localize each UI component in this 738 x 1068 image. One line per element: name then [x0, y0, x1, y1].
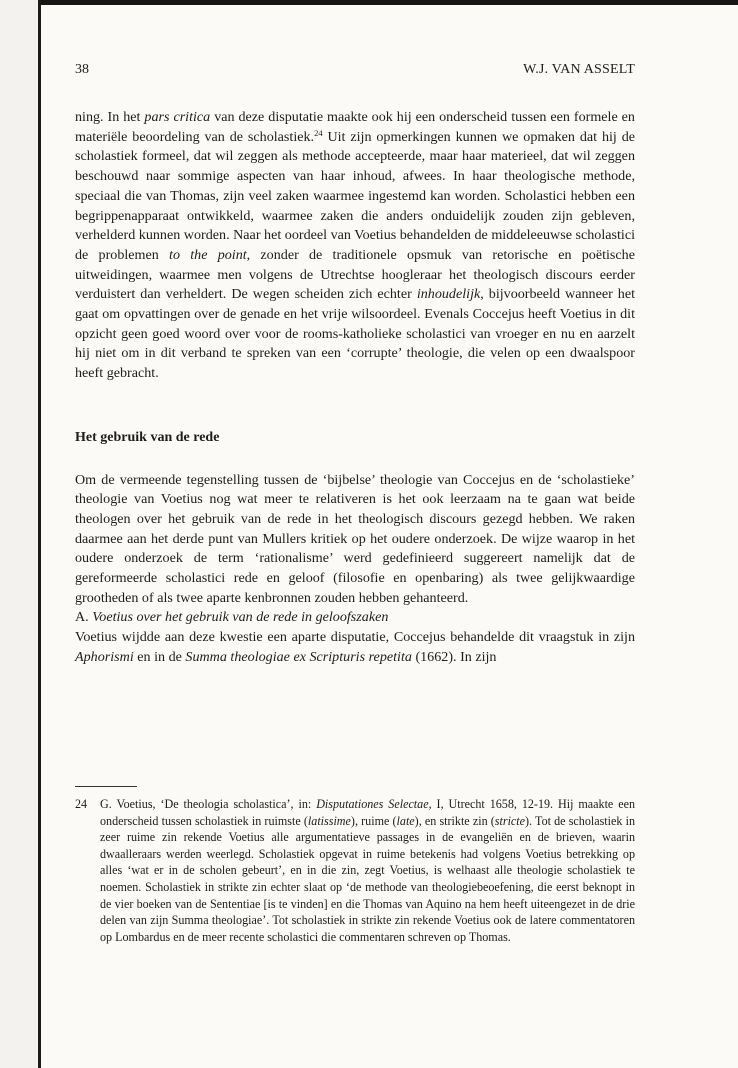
footnote-number: 24 — [75, 797, 88, 811]
paragraph-1 — [75, 108, 635, 384]
italic-title: Disputationes Selectae — [316, 797, 429, 811]
section-heading: Het gebruik van de rede — [75, 429, 220, 445]
text-run: G. Voetius, ‘De theologia scholastica’, in: — [100, 797, 317, 811]
italic-title: Summa theologiae ex Scripturis repetita — [185, 648, 412, 665]
italic-term: stricte — [494, 813, 526, 828]
text-run: ). Tot de scholastiek in zeer ruime zin rekende Voetius alle argumentatieve passages in de evangeliën en de brieven, waarin dwaalleraars werden weerlegd. Scholastiek opgevat in ruime betekenis had volgens Voetius betrekking op alles ‘wat er in de scholen gebeurt’, en in die zin, zegt Voetius, is welhaast alle theologie scholastiek te noemen. Scholastiek in strikte zin echter slaat op ‘de methode van theologiebeoefening, die eerst beknopt in de vier boeken van de Sententiae [is te vinden] en die Thomas van Aquino na hem heeft uiteengezet in de drie delen van zijn Summa theologiae’. Tot scholastiek in strikte zin rekende Voetius ook de latere commentatoren op Lombardus en de meer recente scholastici die commentaren schreven op Thomas. — [100, 813, 635, 944]
page-header — [75, 62, 635, 82]
paragraph-3 — [75, 628, 635, 667]
italic-term: late — [396, 813, 415, 828]
text-run: van deze disputatie maakte ook hij een onderscheid tussen een formele en materiële beoordeling van de scholastiek. — [75, 109, 635, 145]
page-body — [75, 108, 635, 668]
text-run: Voetius wijdde aan deze kwestie een aparte disputatie, Coccejus behandelde dit vraagstuk in zijn — [75, 629, 635, 646]
text-run: ), en strikte zin ( — [414, 813, 495, 828]
footnote-text — [100, 796, 635, 945]
page-number: 38 — [75, 62, 89, 77]
footnote-reference[interactable]: 24 — [314, 127, 323, 138]
subsection-title: Voetius over het gebruik van de rede in geloofszaken — [92, 609, 389, 626]
text-run: ), ruime ( — [350, 813, 397, 828]
italic-term: pars critica — [144, 109, 211, 125]
italic-term: inhoudelijk — [416, 286, 481, 303]
italic-title: Aphorismi — [75, 648, 134, 665]
subsection-label: A. — [75, 609, 93, 626]
footnote-divider — [75, 786, 137, 787]
text-run: en in de — [133, 648, 186, 665]
text-run: Uit zijn opmerkingen kunnen we opmaken dat hij de scholastiek formeel, dat wil zeggen als methode accepteerde, maar haar materieel, dat wil zeggen beschouwd naar sommige aspecten van haar inhoud, afwees. In haar theologische methode, speciaal die van Thomas, zijn veel zaken waarmee ingestemd kan worden. Scholastici hebben een begrippenapparaat ontwikkeld, waarmee zaken die anders onduidelijk zouden zijn gebleven, verhelderd kunnen worden. Naar het oordeel van Voetius behandelden de middeleeuwse scholastici de problemen — [75, 128, 636, 263]
text-run: , zonder de traditionele opsmuk van retorische en poëtische uitweidingen, waarmee men volgens de Utrechtse hoogleraar het theologisch discours eerder verduistert dan verheldert. De wegen scheiden zich echter — [75, 246, 635, 303]
text-run: , I, Utrecht 1658, 12-19. Hij maakte een onderscheid tussen scholastiek in ruimste ( — [100, 797, 636, 828]
running-head: W.J. VAN ASSELT — [523, 62, 635, 77]
paragraph-2: Om de vermeende tegenstelling tussen de ‘bijbelse’ theologie van Coccejus en de ‘scholastieke’ theologie van Voetius nog wat meer te relativeren is het ook leerzaam na te gaan wat beide theologen over het gebruik van de rede in het theologisch discours gezegd hebben. We raken daarmee aan het derde punt van Mullers kritiek op het oudere onderzoek. De wijze waarop in het oudere onderzoek de term ‘rationalisme’ werd gedefinieerd suggereert namelijk dat de gereformeerde scholastici rede en geloof (filosofie en openbaring) als twee gelijkwaardige grootheden of als twee aparte kenbronnen zouden hebben gehanteerd. — [75, 471, 635, 606]
italic-term: latissime — [307, 813, 351, 828]
italic-term: to the point — [169, 246, 247, 263]
text-run: (1662). In zijn — [411, 648, 497, 665]
footnote-24 — [75, 796, 635, 945]
text-run: ning. In het — [75, 109, 145, 125]
text-run: , bijvoorbeeld wanneer het gaat om opvattingen over de genade en het vrije wilsoordeel. Evenals Coccejus heeft Voetius in dit opzicht geen goed woord over voor de rooms-katholieke scholastici van vroeger en nu en aarzelt hij niet om in dit verband te spreken van een ‘corrupte’ theologie, die velen op een dwaalspoor heeft gebracht. — [75, 286, 636, 382]
subsection-heading — [75, 608, 635, 628]
